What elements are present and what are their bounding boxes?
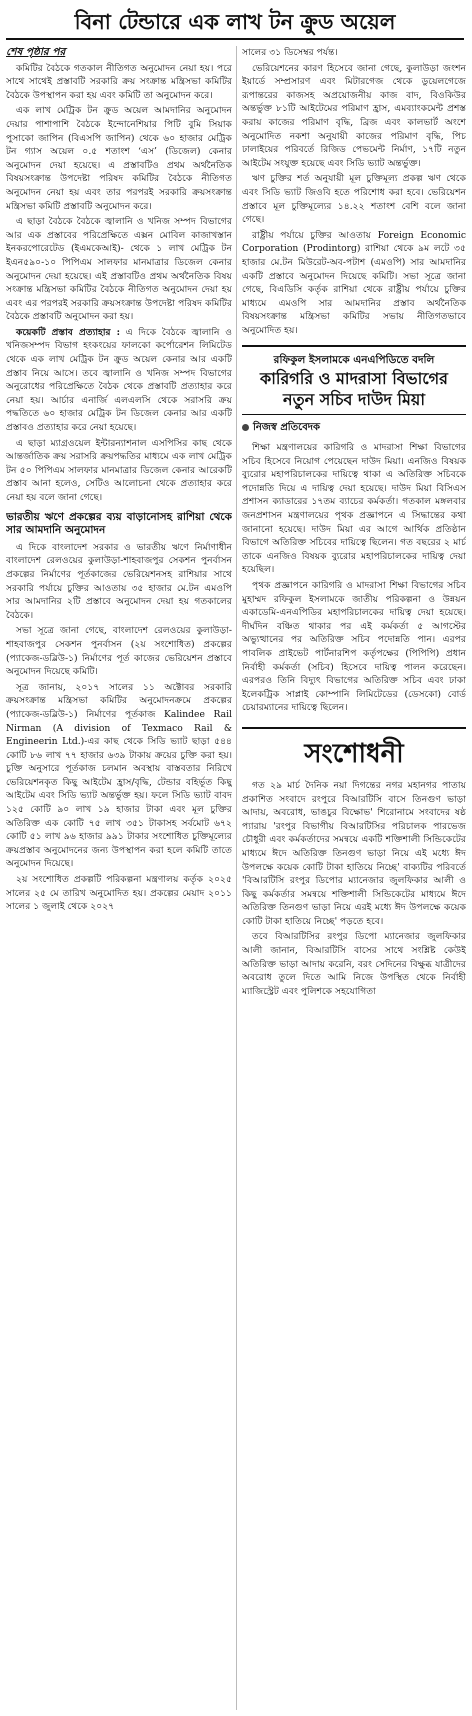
left-column [6,46,232,1710]
paragraph: ঋণ চুক্তির শর্ত অনুযায়ী মূল চুক্তিমূল্য প্রকল্প ঋণ থেকে এবং সিডি ভ্যাট জিওবি হতে পরিশোধ করা হবে। ভেরিয়েশন প্রস্তাবে মূল চুক্তিমূল্যের ১৪.২২ শতাংশ বেশি বলে জানা গেছে। [242,173,466,226]
paragraph: এক লাখ মেট্রিক টন ক্রুড অয়েল আমদানির অনুমোদন দেয়ার পাশাপাশি বৈঠকে ইন্দোনেশিয়ার পিটি বুমি সিয়াক পুসাকো জাপিন (বিএসপি জাপিন) থেকে ৬০ হাজার মেট্রিক টন গ্যাস অয়েল ০.৫ শতাংশ ‘এস’ (ডিজেল) কেনার অনুমোদন দেয়া হয়েছে। এ প্রস্তাবটিও প্রথম অর্থনৈতিক বিষয়সংক্রান্ত উপদেষ্টা পরিষদ কমিটির বৈঠকে নীতিগত অনুমোদন নেয়া হয় এবং তার পরপরই সরকারি ক্রয়সংক্রান্ত মন্ত্রিসভা কমিটি প্রস্তাবটি অনুমোদন করে। [6,105,232,212]
paragraph: পৃথক প্রজ্ঞাপনে কারিগরি ও মাদরাসা শিক্ষা বিভাগের সচিব মুহাম্মদ রফিকুল ইসলামকে জাতীয় পরিকল্পনা ও উন্নয়ন একাডেমি-এনএপিডির মহাপরিচালকের দায়িত্ব দেয়া হয়েছে। দীর্ঘদিন বঞ্চিত থাকার পর এই কর্মকর্তা ৫ আগস্টের অভ্যুত্থানের পর অতিরিক্ত সচিব পদোন্নতি পান। এরপর পাবলিক প্রাইভেট পার্টনারশিপ কর্তৃপক্ষের (পিপিপি) প্রধান নির্বাহী কর্মকর্তা (সচিব) হিসেবে দায়িত্ব পালন করেছেন। এরপরও তিনি বিদ্যুৎ বিভাগের অতিরিক্ত সচিব এবং ঢাকা ইলেকট্রিক সাপ্লাই কোম্পানি লিমিটেডের (ডেসকো) বোর্ড চেয়ারম্যানের দায়িত্বে ছিলেন। [242,580,466,714]
paragraph: রাষ্ট্রীয় পর্যায়ে চুক্তির আওতায় Foreign Economic Corporation (Prodintorg) রাশিয়া থেকে ৯ম লটে ৩৫ হাজার মে.টন মিউরেট-অব-পটাশ (এমওপি) সার আমদানির একটি প্রস্তাবে অনুমোদন দিয়েছে কমিটি। সভা সূত্রে জানা গেছে, বিএডিসি কর্তৃক রাশিয়া থেকে রাষ্ট্রীয় পর্যায়ে চুক্তির মাধ্যমে এমওপি সার আমদানির প্রস্তাব অর্থনৈতিক বিষয়সংক্রান্ত মন্ত্রিসভা কমিটির সভায় নীতিগতভাবে অনুমোদিত হয়। [242,229,466,336]
article-headline-box [242,345,466,415]
paragraph: সালের ৩১ ডিসেম্বর পর্যন্ত। [242,47,338,58]
paragraph: এ ছাড়া ম্যাগ্রওয়েল ইন্টারন্যাশনাল এসপিসির কাছ থেকে আন্তর্জাতিক ক্রয় সরাসরি ক্রয়পদ্ধতির মাধ্যমে এক লাখ মেট্রিক টন ৫০ পিপিএম সালফার মানমাত্রার ডিজেল কেনার আরেকটি প্রস্তাব আনা হলেও, সেটিও আলোচনা থেকে প্রত্যাহার করে নেয়া হয় বলে জানা গেছে। [6,437,232,503]
paragraph: ২য় সংশোধিত প্রকল্পটি পরিকল্পনা মন্ত্রণালয় কর্তৃক ২০২৫ সালের ২৫ মে তারিখ অনুমোদিত হয়। প্রকল্পের মেয়াদ ২০১১ সালের ১ জুলাই থেকে ২০২৭ [6,874,232,913]
paragraph: তবে বিআরটিসির রংপুর ডিপো ম্যানেজার জুলফিকার আলী জানান, বিআরটিসি বাসের সাথে সংশ্লিষ্ট কেউই অতিরিক্ত ভাড়া আদায় করেনি, বরং সেদিনের বিক্ষুব্ধ যাত্রীদের অবরোধ তুলে দিতে আমি নিজে উপস্থিত থেকে নির্বাহী ম্যাজিস্ট্রেট এবং পুলিশকে সহযোগিতা [242,931,466,997]
article-headline: কারিগরি ও মাদরাসা বিভাগের নতুন সচিব দাউদ মিয়া [260,369,448,410]
paragraph: ভেরিয়েশনের কারণ হিসেবে জানা গেছে, কুলাউড়া জংশন ইয়ার্ডে সম্প্রসারণ এবং মিটারগেজ থেকে ডুয়েলগেজে রূপান্তরের কাজসহ অপ্রয়োজনীয় কাজ বাদ, বিওকিউর অন্তর্ভুক্ত ৮১টি আইটেমের পরিমাণ হ্রাস, এমব্যাংকমেন্ট প্রশস্ত করায় কাজের পরিমাণ বৃদ্ধি, ব্রিজ এবং কালভার্ট অংশে অনুমোদিত নকশা অনুযায়ী কাজের পরিমাণ বৃদ্ধি, পিচ ঢালাইয়ের পরিবর্তে রিজিড পেভমেন্ট নির্মাণ, ১৭টি নতুন আইটেম সংযুক্ত হয়েছে এবং সিডি ভ্যাট অন্তর্ভুক্ত। [242,62,466,169]
byline-text: নিজস্ব প্রতিবেদক [253,422,321,434]
paragraph: এ দিকে বাংলাদেশ সরকার ও ভারতীয় ঋণে নির্মাণাধীন বাংলাদেশ রেলওয়ের কুলাউড়া-শাহবাজপুর সেকশন পুনর্বাসন প্রকল্পের নির্মাণের পূর্তকাজের ভেরিয়েশনসহ রাশিয়ার সাথে সরকারি পর্যায়ে চুক্তির আওতায় ৩৫ হাজার মে.টন এমওপি সার আমদানির ২টি প্রস্তাবে অনুমোদন দেয়া হয় গতকালের বৈঠকে। [6,541,232,621]
correction-title: সংশোধনী [242,727,466,771]
paragraph [6,326,232,435]
article-shoulder: রফিকুল ইসলামকে এনএপিডিতে বদলি [273,354,435,367]
byline [242,421,466,435]
paragraph: গত ২৯ মার্চ দৈনিক নয়া দিগন্তের নগর মহানগর পাতায় প্রকাশিত সংবাদে রংপুরে বিআরটিসি বাসে তিনগুণ ভাড়া আদায়, অবরোধ, ভাঙচুর বিক্ষোভ' শিরোনামে সংবাদের ষষ্ঠ প্যারায় 'রংপুর বিভাগীয় বিআরটিসির পরিচালক পারভেজ চৌধুরী এবং কর্মকর্তাদের সমন্বয়ে একটি শক্তিশালী সিন্ডিকেটের মাধ্যমে ঈদে অতিরিক্ত তিনগুণ ভাড়া নিয়ে এই মধ্যে ঈদ উপলক্ষে কয়েক কোটি টাকা হাতিয়ে নিচ্ছে' বাক্যটির পরিবর্তে 'বিআরটিসি রংপুর ডিপোর ম্যানেজার জুলফিকার আলী ও কিছু কর্মকর্তার সমন্বয়ে শক্তিশালী সিন্ডিকেটের মাধ্যমে ঈদে অতিরিক্ত তিনগুণ ভাড়া নিয়ে এরই মধ্যে ঈদ উপলক্ষে কয়েক কোটি টাকা হাতিয়ে নিচ্ছে' পড়তে হবে। [242,779,466,927]
right-column [242,46,466,1710]
paragraph: সভা সূত্রে জানা গেছে, বাংলাদেশ রেলওয়ের কুলাউড়া-শাহবাজপুর সেকশন পুনর্বাসন (২য় সংশোধিত) প্রকল্পের (প্যাকেজ-ডব্লিউ-১) নির্মাণের পূর্ত কাজের ভেরিয়েশন প্রস্তাবে অনুমোদন দিয়েছে কমিটি। [6,625,232,678]
bullet-icon [242,424,249,431]
headline: বিনা টেন্ডারে এক লাখ টন ক্রুড অয়েল [6,6,464,40]
continued-from-label: শেষ পৃষ্ঠার পর [6,46,66,58]
paragraph: কমিটির বৈঠকে গতকাল নীতিগত অনুমোদন নেয়া হয়। পরে সাথে সাথেই প্রস্তাবটি সরকারি ক্রয় সংক্রান্ত মন্ত্রিসভা কমিটির বৈঠকে উপস্থাপন করা হয় এবং কমিটি তা অনুমোদন করে। [6,62,232,101]
paragraph-text: এ দিকে বৈঠকে জ্বালানি ও খনিজসম্পদ বিভাগ হংকংয়ের ফালকো কর্পোরেশন লিমিটেড থেকে এক লাখ মেট্রিক টন ক্রুড অয়েল কেনার আর একটি প্রস্তাব নিয়ে আসে। তবে জ্বালানি ও খনিজ সম্পদ বিভাগের অনুরোধের পরিপ্রেক্ষিতে বৈঠক থেকে প্রস্তাবটি প্রত্যাহার করে নেয়া হয়। আর্চার এনার্জি এলএলসি থেকে সরাসরি ক্রয় পদ্ধতিতে ৬০ হাজার মেট্রিক টন ডিজেল কেনার আর একটি প্রস্তাবও প্রত্যাহার করে নেয়া হয়েছে। [6,326,232,434]
paragraph: শিক্ষা মন্ত্রণালয়ের কারিগরি ও মাদরাসা শিক্ষা বিভাগের সচিব হিসেবে নিয়োগ পেয়েছেন দাউদ মিয়া। এনজিও বিষয়ক ব্যুরোর মহাপরিচালকের দায়িত্বে থাকা এ অতিরিক্ত সচিবকে পদোন্নতি দিয়ে এ দায়িত্ব দেয়া হয়েছে। দাউদ মিয়া বিসিএস প্রশাসন ক্যাডারের ১৭তম ব্যাচের কর্মকর্তা। গতকাল মঙ্গলবার জনপ্রশাসন মন্ত্রণালয়ের পৃথক প্রজ্ঞাপনে এ সিদ্ধান্তের কথা জানানো হয়েছে। দাউদ মিয়া এর আগে আর্থিক প্রতিষ্ঠান বিভাগে অতিরিক্ত সচিবের দায়িত্বে ছিলেন। গত বছরের ২ মার্চ তাকে এনজিও বিষয়ক ব্যুরোর মহাপরিচালকের দায়িত্ব দেয়া হয়েছিল। [242,442,466,576]
paragraph: সূত্র জানায়, ২০১৭ সালের ১১ অক্টোবর সরকারি ক্রয়সংক্রান্ত মন্ত্রিসভা কমিটির অনুমোদনক্রমে প্রকল্পের (প্যাকেজ-ডব্লিউ-১) নির্মাণের পূর্তকাজ Kalindee Rail Nirman (A division of Texmaco Rail & Engineerin Ltd.)-এর কাছ থেকে সিডি ভ্যাট ছাড়া ৫৪৪ কোটি ৮৬ লাখ ৭৭ হাজার ৬৩৯ টাকায় ক্রয়ের চুক্তি করা হয়। চুক্তি অনুসারে পূর্তকাজ চলমান অবস্থায় বাস্তবতার নিরিখে ভেরিয়েশনকৃত কিছু আইটেম হ্রাস/বৃদ্ধি, টেন্ডার বহির্ভূত কিছু আইটেম এবং সিডি ভ্যাট অন্তর্ভুক্ত হয়। ফলে সিডি ভ্যাট বাবদ ১২৫ কোটি ৯০ লাখ ১৯ হাজার টাকা এবং মূল চুক্তির অতিরিক্ত এক কোটি ৭৫ লাখ ৩৫১ টাকাসহ সর্বমোট ৬৭২ কোটি ৫১ লাখ ৯৬ হাজার ৯৯১ টাকার সংশোধিত চুক্তিমূল্যের ক্রয়প্রস্তাব অনুমোদনের জন্য উপস্থাপন করা হলে কমিটি তাতে অনুমোদন দিয়েছে। [6,681,232,870]
paragraph: এ ছাড়া বৈঠকে বৈঠকে জ্বালানি ও খনিজ সম্পদ বিভাগের আর এক প্রস্তাবের পরিপ্রেক্ষিতে এক্সন মোবিল কাজাখস্তান ইনকরপোরেটেড (ইএমকেআই)- থেকে ১ লাখ মেট্রিক টন ইএন৫৯০-১০ পিপিএম সালফার মানমাত্রার ডিজেল কেনার অনুমোদন দেয়া হয়েছে। এই প্রস্তাবটিও প্রথম অর্থনৈতিক বিষয় সংক্রান্ত মন্ত্রিসভা কমিটির বৈঠকে নীতিগত অনুমোদন দেয়া হয় এবং এর পরপরই সরকারি ক্রয়সংক্রান্ত উপদেষ্টা পরিষদ কমিটির বৈঠকে প্রস্তাবটি অনুমোদন করা হয়। [6,216,232,323]
column-divider [236,46,237,1710]
inline-subhead: কয়েকটি প্রস্তাব প্রত্যাহার : [16,326,121,338]
section-subhead: ভারতীয় ঋণে প্রকল্পের ব্যয় বাড়ানোসহ রাশিয়া থেকে সার আমদানি অনুমোদন [6,510,232,537]
